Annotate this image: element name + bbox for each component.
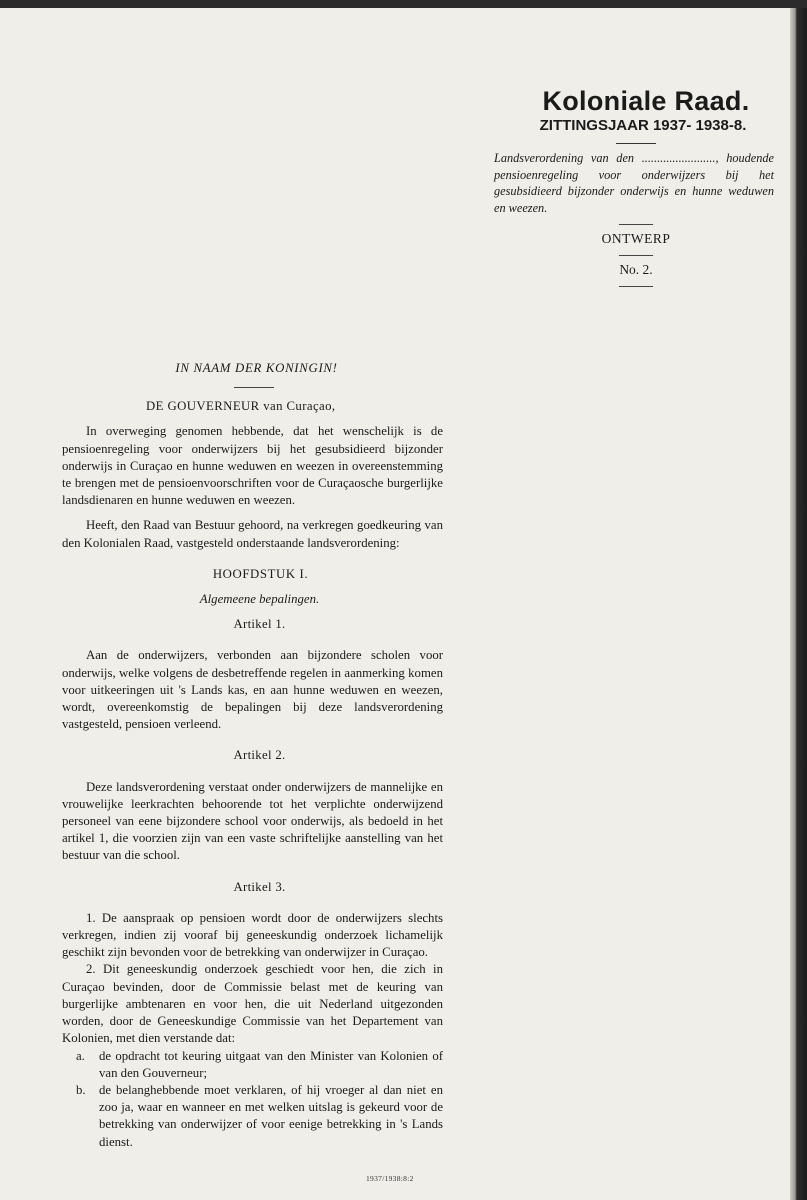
preamble-considering: In overweging genomen hebbende, dat het wenschelijk is de pensioenregeling voor onderwijzers bij het gesubsidieerd bijzonder onderwijs in Curaçao en hunne weduwen en weezen in overeenstemming te brengen met de pensioenvoorschriften voor de Curaçaosche burgerlijke landsdienaren en hunne weduwen en weezen. [62, 424, 443, 508]
article-2-heading: Artikel 2. [233, 748, 286, 763]
article-3-item-list [62, 1048, 443, 1151]
article-3-heading: Artikel 3. [233, 879, 286, 894]
preamble-enacting: Heeft, den Raad van Bestuur gehoord, na verkregen goedkeuring van den Kolonialen Raad, vastgesteld onderstaande landsverordening: [62, 518, 443, 550]
invocation: IN NAAM DER KONINGIN! [175, 361, 338, 375]
subject-divider [619, 224, 653, 225]
list-item [62, 1048, 443, 1082]
draft-divider [619, 255, 653, 256]
article-1-text: Aan de onderwijzers, verbonden aan bijzondere scholen voor onderwijs, welke volgens de desbetreffende regelen in aanmerking komen voor uitkeeringen uit 's Lands kas, en aan hunne weduwen en weezen, wordt, overeenkomstig de bepalingen bij deze landsverordening vastgesteld, pensioen verleend. [62, 648, 443, 732]
ordinance-subject: Landsverordening van den ........................, houdende pensioenregeling voor onderwijzers bij het gesubsidieerd bijzonder onderwijs en hunne weduwen en weezen. [494, 151, 774, 215]
main-text-column [62, 360, 443, 1151]
article-2-text: Deze landsverordening verstaat onder onderwijzers de mannelijke en vrouwelijke leerkrachten behoorende tot het verplichte onderwijzend personeel van eene bijzondere school voor onderwijs, als bedoeld in het artikel 1, die voorzien zijn van een vaste schriftelijke aanstelling van het bestuur van die school. [62, 779, 443, 863]
list-item [62, 1082, 443, 1151]
number-divider [619, 286, 653, 287]
article-3-paragraph-1: 1. De aanspraak op pensioen wordt door de onderwijzers slechts verkregen, indien zij vooraf bij geneeskundig onderzoek lichamelijk geschikt zijn bevonden voor de betrekking van onderwijzer in Curaçao. [62, 910, 443, 960]
document-number: No. 2. [619, 262, 653, 277]
article-3-paragraph-2: 2. Dit geneeskundig onderzoek geschiedt voor hen, die zich in Curaçao bevinden, door de Commissie belast met de keuring van burgerlijke ambtenaren en voor hen, die uit Nederland uitgezonden worden, door de Geneeskundige Commissie van het Departement van Kolonien, met dien verstande dat: [62, 962, 443, 1046]
session-year: ZITTINGSJAAR 1937- 1938-8. [539, 117, 747, 134]
item-label: b. [76, 1082, 86, 1097]
invocation-divider [234, 387, 274, 388]
binding-edge [790, 8, 807, 1200]
print-code: 1937/1938:8:2 [366, 1174, 414, 1183]
header-divider [616, 143, 656, 144]
article-1-heading: Artikel 1. [233, 617, 286, 632]
chapter-heading: HOOFDSTUK I. [212, 566, 309, 581]
item-text: de opdracht tot keuring uitgaat van den Minister van Kolonien of van den Gouverneur; [99, 1048, 443, 1080]
document-header [490, 86, 782, 293]
item-text: de belanghebbende moet verklaren, of hij vroeger al dan niet en zoo ja, waar en wanneer en met welken uitslag is gekeurd voor de betrekking van onderwijzer of voor eenige betrekking in 's Lands dienst. [99, 1082, 443, 1149]
item-label: a. [76, 1048, 85, 1063]
draft-label: ONTWERP [601, 231, 671, 246]
chapter-subtitle: Algemeene bepalingen. [199, 592, 320, 607]
council-title: Koloniale Raad. [542, 86, 750, 116]
governor-line: DE GOUVERNEUR van Curaçao, [146, 399, 336, 414]
